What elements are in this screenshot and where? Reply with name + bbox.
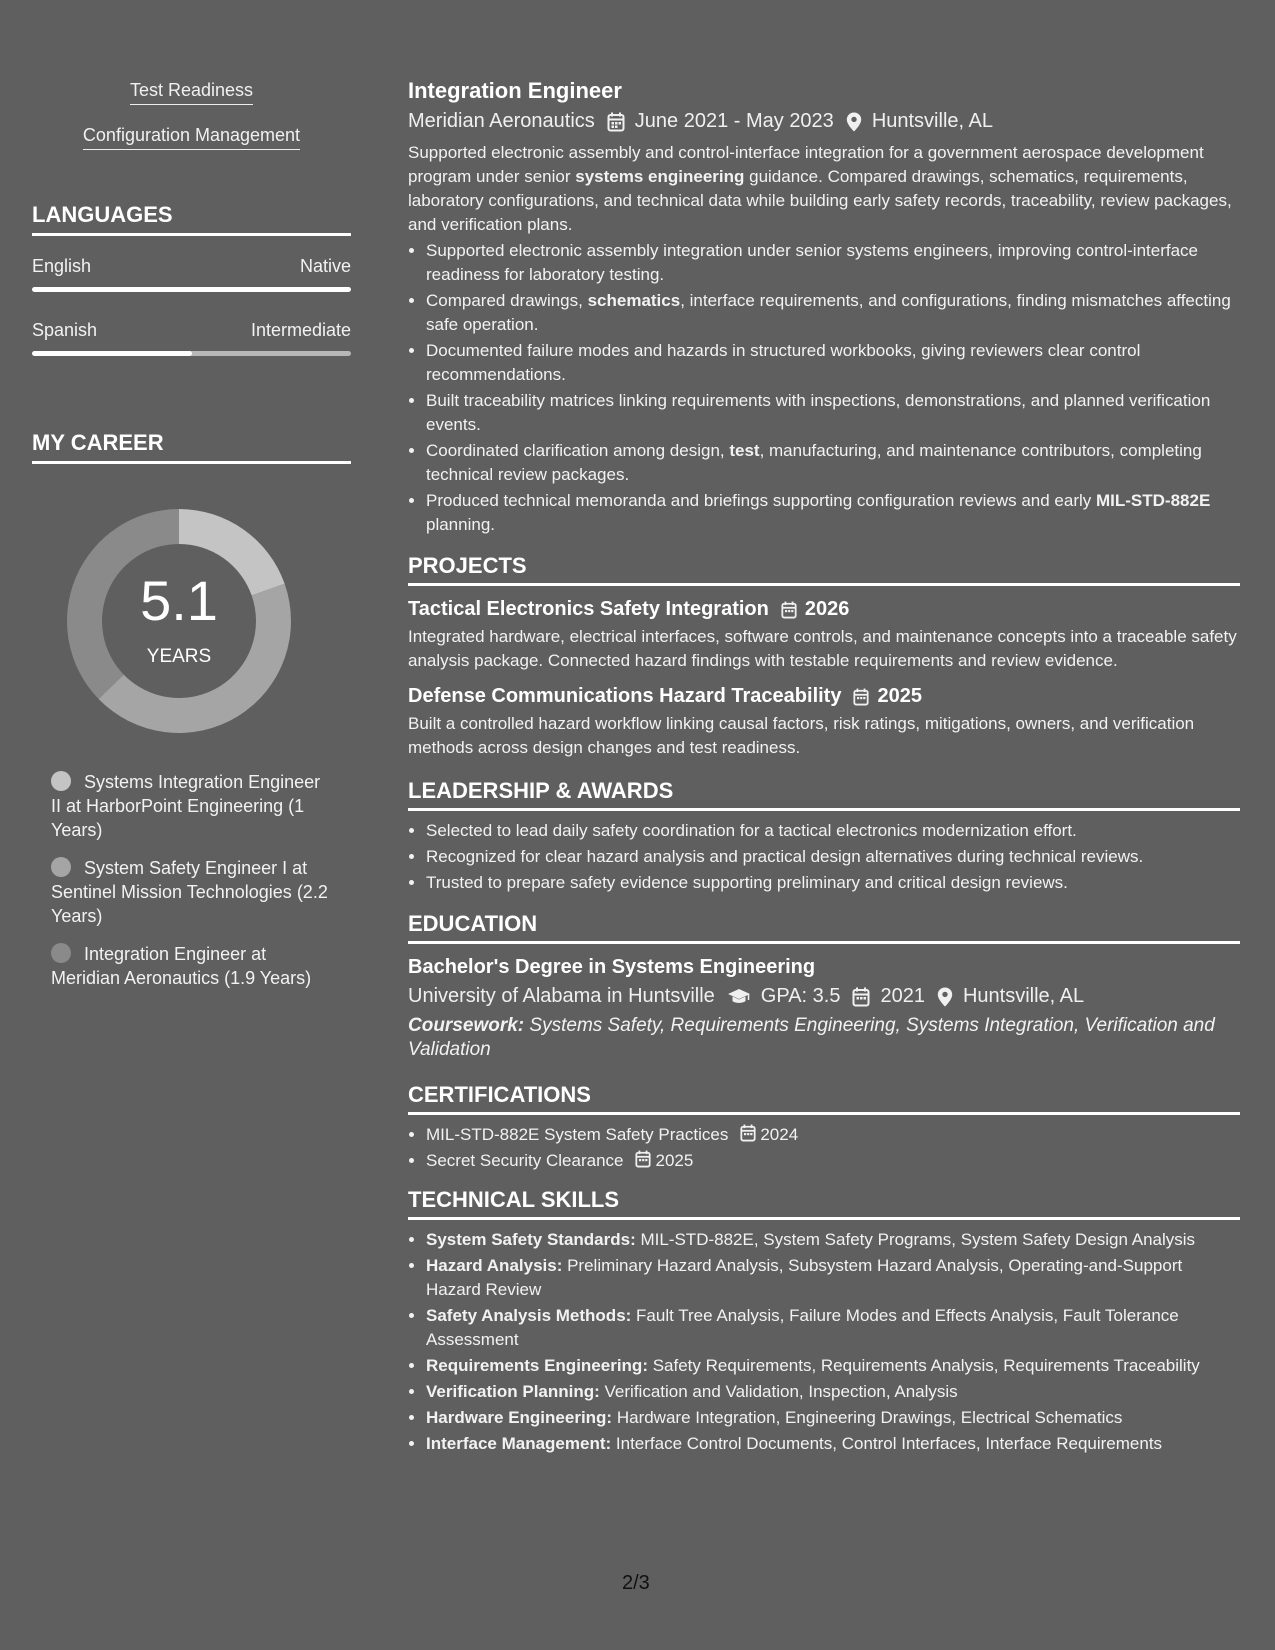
- job-bullet: [426, 339, 1240, 387]
- education-year: 2021: [880, 985, 925, 1007]
- language-row: [32, 256, 351, 277]
- career-legend-label: Systems Integration Engineer II at HarborPoint Engineering (1 Years): [51, 772, 321, 840]
- coursework: [408, 1014, 1240, 1062]
- language-item: [32, 256, 351, 292]
- projects-heading: PROJECTS: [408, 553, 1240, 586]
- text-run: Compared drawings,: [426, 291, 588, 310]
- bold-text: test: [729, 441, 760, 460]
- project-description: Integrated hardware, electrical interfaces, software controls, and maintenance concepts into a traceable safety analysis package. Connected hazard findings with testable requirements and review evidence.: [408, 627, 1237, 670]
- career-legend-item: [51, 770, 331, 842]
- text-run: , interface requirements, and configurations, finding mismatches affecting safe operation.: [426, 291, 1231, 334]
- legend-dot: [51, 943, 71, 963]
- skill-item: [426, 1354, 1240, 1378]
- text-run: Produced technical memoranda and briefings supporting configuration reviews and early: [426, 491, 1096, 510]
- language-item: [32, 320, 351, 356]
- job-bullets: [408, 239, 1240, 537]
- job-bullet: [426, 239, 1240, 287]
- skill-values: Verification and Validation, Inspection, Analysis: [599, 1382, 958, 1401]
- text-run: Supported electronic assembly integration under senior systems engineers, improving control-interface readiness for laboratory testing.: [426, 241, 1198, 284]
- experience-entry: [408, 78, 1240, 537]
- skill-item: [426, 1432, 1240, 1456]
- certifications-list: [408, 1123, 1240, 1173]
- project-year: 2026: [804, 598, 850, 620]
- certification-year: 2025: [655, 1151, 694, 1170]
- total-years-unit: YEARS: [146, 646, 212, 667]
- certification-item: [426, 1123, 1240, 1147]
- career-heading: MY CAREER: [32, 430, 351, 464]
- project-description: Built a controlled hazard workflow linking causal factors, risk ratings, mitigations, owners, and verification methods across design changes and test readiness.: [408, 714, 1195, 757]
- job-bullet: [426, 389, 1240, 437]
- project-title-row: [408, 598, 1240, 621]
- skill-tag: Configuration Management: [83, 125, 300, 150]
- coursework-text: Systems Safety, Requirements Engineering, Systems Integration, Verification and Validation: [408, 1015, 1215, 1060]
- skill-item: [426, 1380, 1240, 1404]
- text-run: guidance. Compared drawings, schematics, requirements, laboratory configurations, and technical data while building early safety records, traceability, review packages, and verification plans.: [408, 167, 1232, 234]
- graduation-cap-icon: [727, 988, 751, 1006]
- page-number: 2/3: [622, 1572, 650, 1594]
- certification-name: MIL-STD-882E System Safety Practices: [426, 1125, 729, 1144]
- skill-category: System Safety Standards:: [426, 1230, 636, 1249]
- project-year: 2025: [877, 685, 922, 707]
- job-meta: [408, 110, 1240, 133]
- skill-values: Safety Requirements, Requirements Analysis, Requirements Traceability: [647, 1356, 1200, 1375]
- career-legend-item: [51, 942, 331, 990]
- education-gpa: GPA: 3.5: [760, 985, 841, 1007]
- education-location: Huntsville, AL: [962, 985, 1085, 1007]
- certification-item: [426, 1149, 1240, 1173]
- education-entry: [408, 956, 1240, 1062]
- text-run: , manufacturing, and maintenance contributors, completing technical review packages.: [426, 441, 1202, 484]
- map-pin-icon: [937, 987, 953, 1007]
- career-legend-label: Integration Engineer at Meridian Aeronautics (1.9 Years): [51, 944, 312, 988]
- language-proficiency-bar: [32, 351, 351, 356]
- project-name: Defense Communications Hazard Traceability: [408, 685, 842, 707]
- map-pin-icon: [846, 112, 862, 132]
- job-bullet: [426, 289, 1240, 337]
- language-proficiency-fill: [32, 287, 351, 292]
- skill-item: [426, 1254, 1240, 1302]
- skill-item: [426, 1228, 1240, 1252]
- total-years-value: 5.1: [140, 569, 218, 632]
- school-name: University of Alabama in Huntsville: [408, 985, 715, 1007]
- calendar-icon: [852, 987, 870, 1007]
- calendar-icon: [635, 1150, 651, 1168]
- sidebar: [32, 80, 351, 1004]
- degree-title: Bachelor's Degree in Systems Engineering: [408, 956, 816, 978]
- education-meta: [408, 985, 1240, 1008]
- skill-category: Interface Management:: [426, 1434, 612, 1453]
- leadership-item: • Recognized for clear hazard analysis and practical design alternatives during technical reviews.: [426, 845, 1240, 869]
- text-run: Documented failure modes and hazards in structured workbooks, giving reviewers clear control recommendations.: [426, 341, 1141, 384]
- calendar-icon: [740, 1124, 756, 1142]
- certifications-heading: CERTIFICATIONS: [408, 1082, 1240, 1115]
- leadership-list: [408, 819, 1240, 895]
- text-run: Built traceability matrices linking requirements with inspections, demonstrations, and planned verification events.: [426, 391, 1211, 434]
- text-run: Supported electronic assembly and control-interface integration for a government aerospace development program under senior: [408, 143, 1204, 186]
- skill-category: Requirements Engineering:: [426, 1356, 648, 1375]
- skill-values: Fault Tree Analysis, Failure Modes and Effects Analysis, Fault Tolerance Assessment: [426, 1306, 1179, 1349]
- skill-item: [426, 1304, 1240, 1352]
- languages-heading: LANGUAGES: [32, 202, 351, 236]
- language-level: Native: [299, 256, 351, 276]
- project-entry: [408, 598, 1240, 673]
- languages-list: [32, 256, 351, 356]
- skill-values: Hardware Integration, Engineering Drawings, Electrical Schematics: [612, 1408, 1123, 1427]
- project-title-row: [408, 685, 1240, 708]
- coursework-label: Coursework:: [408, 1015, 525, 1036]
- projects-list: [408, 598, 1240, 760]
- language-level: Intermediate: [250, 320, 351, 340]
- languages-section: [32, 202, 351, 356]
- career-legend-item: [51, 856, 331, 928]
- bold-text: systems engineering: [575, 167, 745, 186]
- job-title: Integration Engineer: [408, 78, 622, 103]
- text-run: planning.: [426, 515, 496, 534]
- career-legend-label: System Safety Engineer I at Sentinel Mission Technologies (2.2 Years): [51, 858, 328, 926]
- education-heading: EDUCATION: [408, 911, 1240, 944]
- language-proficiency-bar: [32, 287, 351, 292]
- calendar-icon: [781, 601, 797, 619]
- language-row: [32, 320, 351, 341]
- skill-category: Safety Analysis Methods:: [426, 1306, 632, 1325]
- certification-year: 2024: [760, 1125, 799, 1144]
- bold-text: schematics: [587, 291, 681, 310]
- job-summary: [408, 141, 1240, 237]
- leadership-item: • Trusted to prepare safety evidence supporting preliminary and critical design reviews.: [426, 871, 1240, 895]
- skill-tag: Test Readiness: [130, 80, 253, 105]
- skills-heading: TECHNICAL SKILLS: [408, 1187, 1240, 1220]
- skill-values: Interface Control Documents, Control Interfaces, Interface Requirements: [611, 1434, 1163, 1453]
- leadership-item: • Selected to lead daily safety coordination for a tactical electronics modernization effort.: [426, 819, 1240, 843]
- language-proficiency-fill: [32, 351, 192, 356]
- skill-values: Preliminary Hazard Analysis, Subsystem Hazard Analysis, Operating-and-Support Hazard Review: [426, 1256, 1183, 1299]
- project-name: Tactical Electronics Safety Integration: [408, 598, 769, 620]
- career-legend: [51, 770, 331, 990]
- legend-dot: [51, 771, 71, 791]
- career-donut-chart: [66, 508, 292, 734]
- job-bullet: [426, 489, 1240, 537]
- skill-values: MIL-STD-882E, System Safety Programs, System Safety Design Analysis: [635, 1230, 1196, 1249]
- job-bullet: [426, 439, 1240, 487]
- text-run: Coordinated clarification among design,: [426, 441, 730, 460]
- skill-category: Hardware Engineering:: [426, 1408, 613, 1427]
- skill-item: [426, 1406, 1240, 1430]
- legend-dot: [51, 857, 71, 877]
- project-entry: [408, 685, 1240, 760]
- bold-text: MIL-STD-882E: [1096, 491, 1211, 510]
- company-name: Meridian Aeronautics: [408, 110, 595, 132]
- leadership-heading: LEADERSHIP & AWARDS: [408, 778, 1240, 811]
- job-dates: June 2021 - May 2023: [634, 110, 834, 132]
- skill-category: Verification Planning:: [426, 1382, 600, 1401]
- certification-name: Secret Security Clearance: [426, 1151, 624, 1170]
- calendar-icon: [853, 688, 869, 706]
- job-location: Huntsville, AL: [871, 110, 993, 132]
- skill-category: Hazard Analysis:: [426, 1256, 563, 1275]
- language-name: Spanish: [32, 320, 98, 340]
- career-section: [32, 430, 351, 990]
- calendar-icon: [607, 112, 625, 132]
- language-name: English: [32, 256, 92, 276]
- skills-list: [408, 1228, 1240, 1456]
- main-content: [408, 78, 1240, 1458]
- donut-center: [66, 508, 292, 734]
